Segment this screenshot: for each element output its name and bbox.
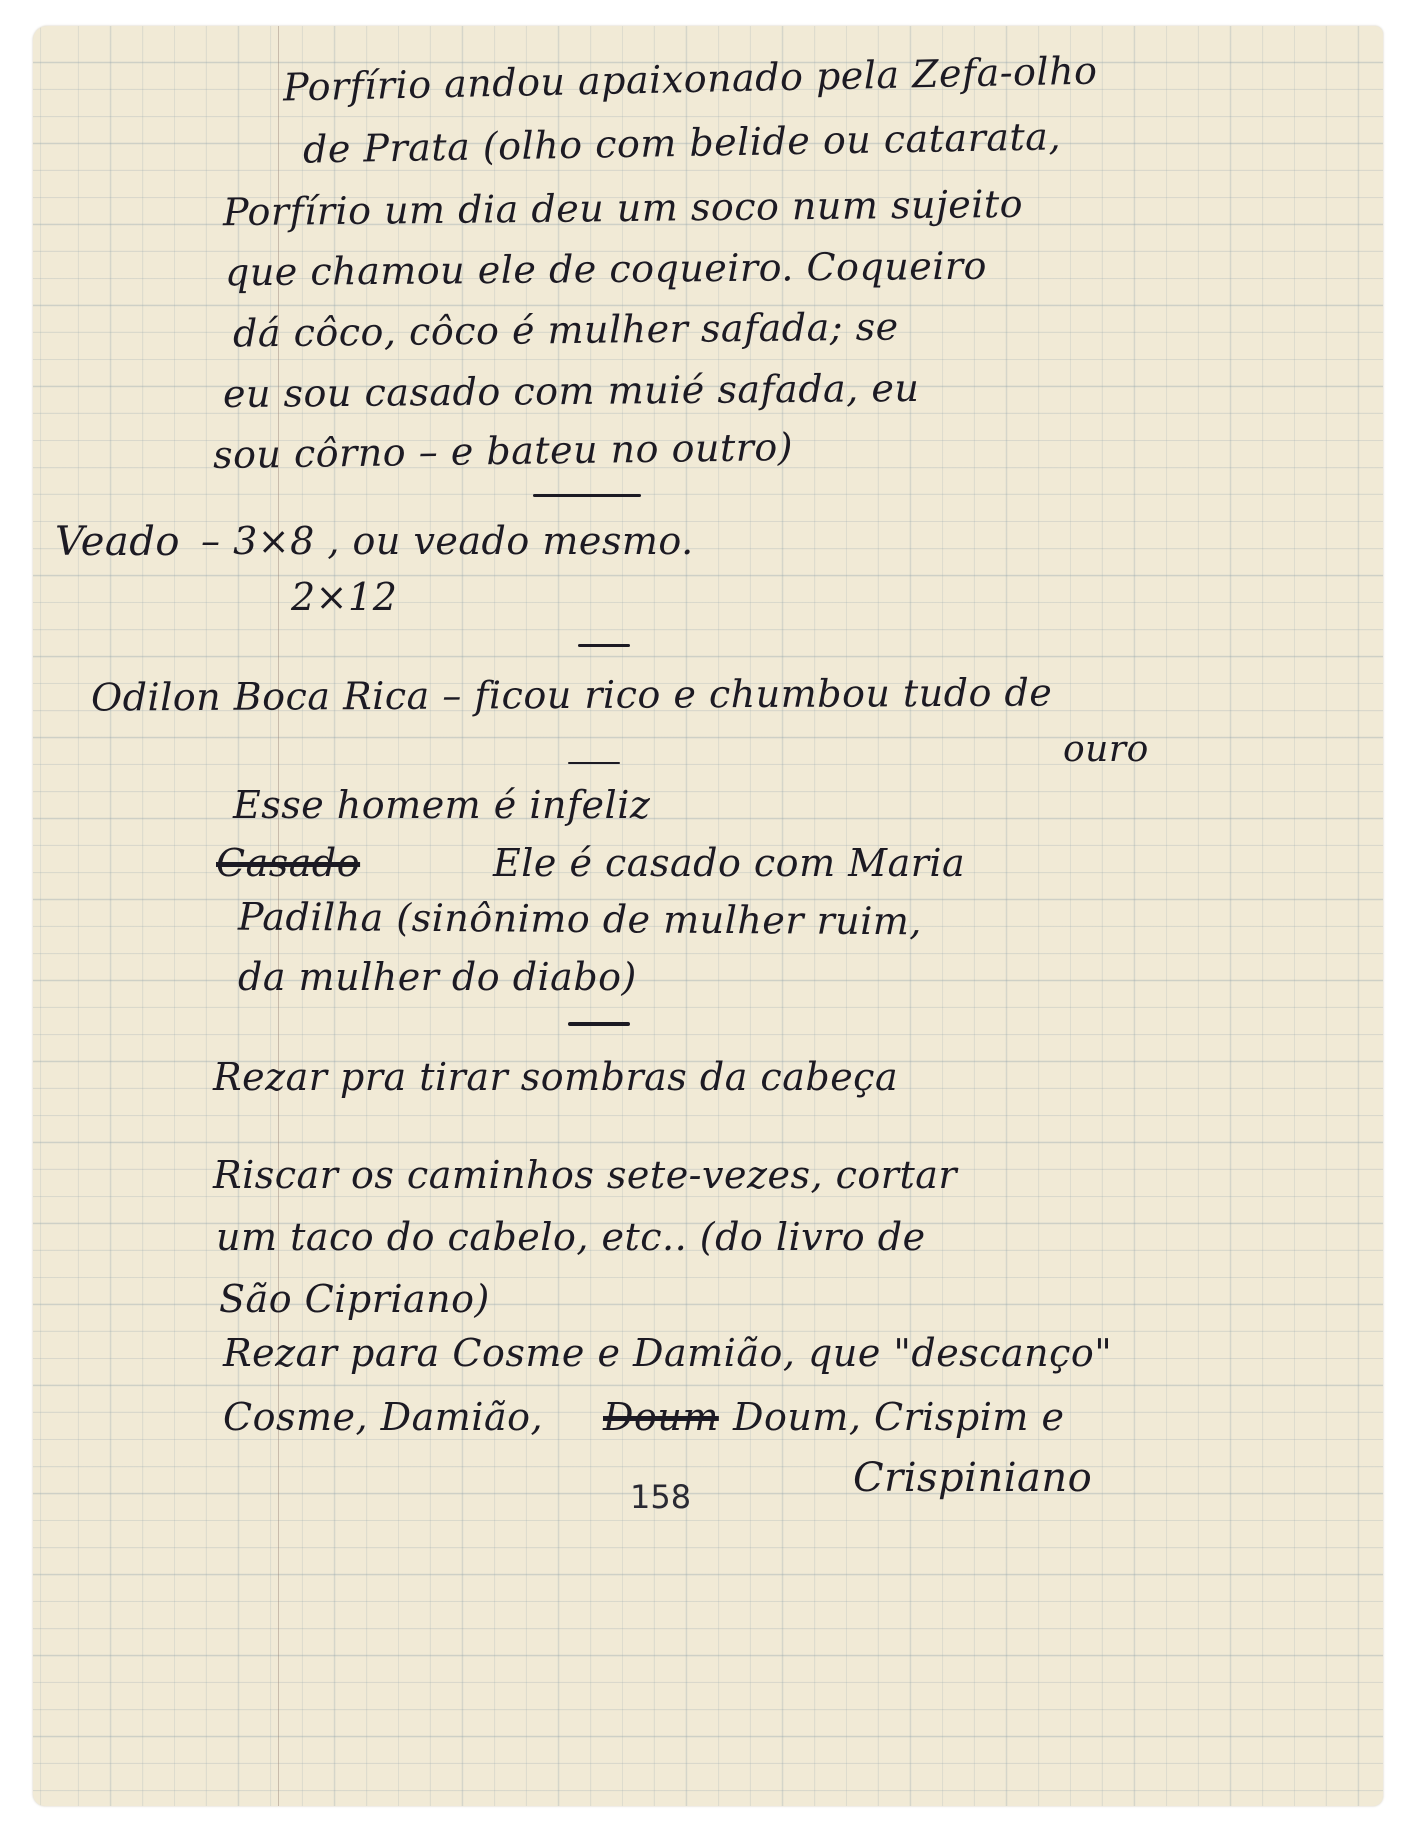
text-line-8-term: Veado: [55, 519, 180, 565]
text-line-16: Rezar pra tirar sombras da cabeça: [213, 1055, 899, 1099]
text-line-18: um taco do cabelo, etc.. (do livro de: [216, 1215, 926, 1259]
text-line-3: Porfírio um dia deu um soco num sujeito: [222, 181, 1024, 235]
text-line-14: Padilha (sinônimo de mulher ruim,: [237, 894, 923, 944]
crossed-out-word: Casado: [216, 841, 361, 885]
section-divider: [533, 494, 641, 497]
text-line-7: sou côrno – e bateu no outro): [212, 424, 794, 478]
text-line-21-end: Doum, Crispim e: [733, 1395, 1065, 1439]
section-divider: [568, 762, 620, 764]
section-divider: [568, 1022, 630, 1026]
crossed-out-word: Doum: [603, 1395, 719, 1439]
text-line-17: Riscar os caminhos sete-vezes, cortar: [213, 1153, 958, 1197]
text-line-13: Ele é casado com Maria: [493, 841, 966, 885]
page-number: 158: [630, 1478, 692, 1516]
text-line-22: Crispiniano: [853, 1455, 1093, 1501]
notebook-page: [33, 26, 1383, 1806]
text-line-15: da mulher do diabo): [238, 955, 637, 999]
text-line-21: Cosme, Damião,: [223, 1395, 544, 1439]
text-line-20: Rezar para Cosme e Damião, que "descanço": [223, 1331, 1113, 1375]
text-line-11: ouro: [1063, 729, 1149, 770]
text-line-10: Odilon Boca Rica – ficou rico e chumbou tudo de: [90, 670, 1053, 720]
text-line-12: Esse homem é infeliz: [233, 783, 651, 827]
text-line-1: Porfírio andou apaixonado pela Zefa-olho: [282, 48, 1098, 110]
text-line-4: que chamou ele de coqueiro. Coqueiro: [224, 243, 988, 295]
text-line-6: eu sou casado com muié safada, eu: [222, 365, 920, 417]
text-line-8: – 3×8 , ou veado mesmo.: [201, 519, 694, 563]
text-line-9: 2×12: [291, 575, 398, 619]
text-line-19: São Cipriano): [219, 1277, 490, 1321]
section-divider: [578, 644, 630, 647]
text-line-2: de Prata (olho com belide ou catarata,: [302, 114, 1062, 172]
text-line-5: dá côco, côco é mulher safada; se: [232, 304, 899, 356]
